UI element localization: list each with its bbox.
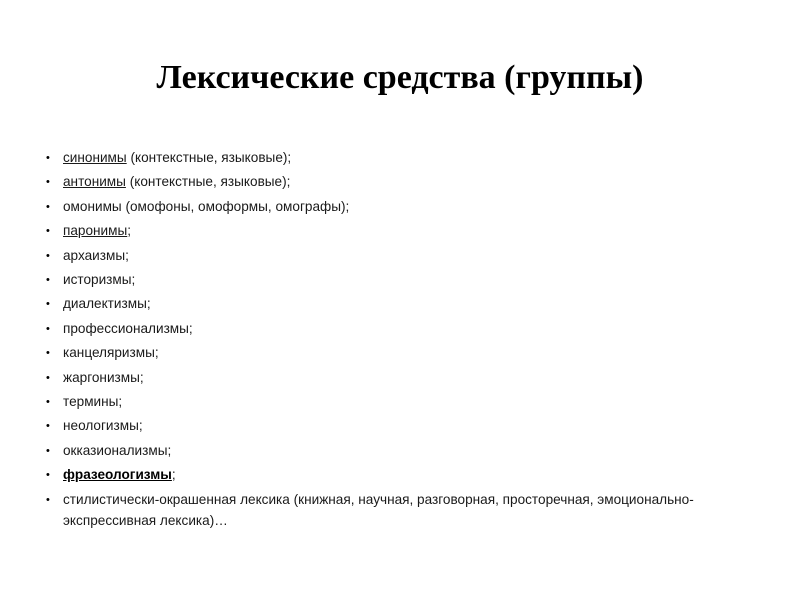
list-item-term[interactable]: фразеологизмы [63,467,172,483]
list-item-term: неологизмы [63,418,139,434]
list-item-term[interactable]: антонимы [63,174,126,190]
list-item [44,244,744,268]
list-item-rest: ; [167,442,172,458]
list-item [44,292,744,316]
list-item [44,268,744,292]
list-item-term: термины [63,394,119,410]
list-item-rest: (контекстные, языковые); [126,150,292,165]
list-item-rest: ; [127,223,132,239]
bullet-icon: • [46,200,50,213]
bullet-icon: • [46,322,50,335]
bullet-icon: • [46,176,50,189]
bullet-icon: • [46,152,50,164]
list-item-rest: ; [131,272,136,288]
list-item [44,390,744,414]
list-item [44,366,744,390]
list-item [44,341,744,365]
lexical-groups-list [44,146,744,531]
list-item-rest: ; [171,467,176,483]
list-item-rest: (омофоны, омоформы, омографы); [121,198,350,214]
bullet-icon: • [46,298,50,311]
bullet-icon: • [46,396,50,409]
bullet-icon: • [46,274,50,287]
list-item [44,439,744,463]
list-item-term: канцеляризмы [63,345,155,361]
list-item-term: историзмы [63,272,132,288]
list-item-term: жаргонизмы [63,369,140,385]
bullet-icon: • [46,420,50,433]
list-item-term: стилистически-окрашенная лексика [63,491,290,507]
list-item-term[interactable]: синонимы [63,150,127,165]
list-item-term: омонимы [63,198,122,214]
list-item-term[interactable]: паронимы [63,223,128,239]
bullet-icon: • [46,469,50,482]
list-item [44,170,744,194]
list-item-rest: ; [139,369,144,385]
list-item-rest: ; [125,247,129,263]
bullet-icon: • [46,444,50,457]
list-item-term: окказионализмы [63,442,168,458]
bullet-icon: • [46,249,50,262]
bullet-icon: • [46,225,50,238]
list-item-rest: ; [146,296,151,312]
bullet-icon: • [46,347,50,360]
list-item-rest: ; [154,345,159,361]
list-item-term: профессионализмы [63,320,189,336]
bullet-icon: • [46,371,50,384]
list-item-term: диалектизмы [63,296,147,312]
list-item-rest: (контекстные, языковые); [125,174,291,190]
list-item [44,463,744,487]
list-item-rest: ; [188,320,193,336]
list-item [44,195,744,219]
bullet-icon: • [46,493,50,506]
list-item-rest: (книжная, научная, разговорная, просторечная, эмоционально-экспрессивная лексика)… [63,491,694,528]
list-item-term: архаизмы [63,247,126,263]
list-item-rest: ; [138,418,143,434]
slide-title: Лексические средства (группы) [156,59,644,96]
list-item-rest: ; [118,394,123,410]
list-item [44,414,744,438]
list-item [44,146,744,170]
list-item [44,219,744,243]
list-item [44,317,744,341]
list-item [44,488,744,531]
